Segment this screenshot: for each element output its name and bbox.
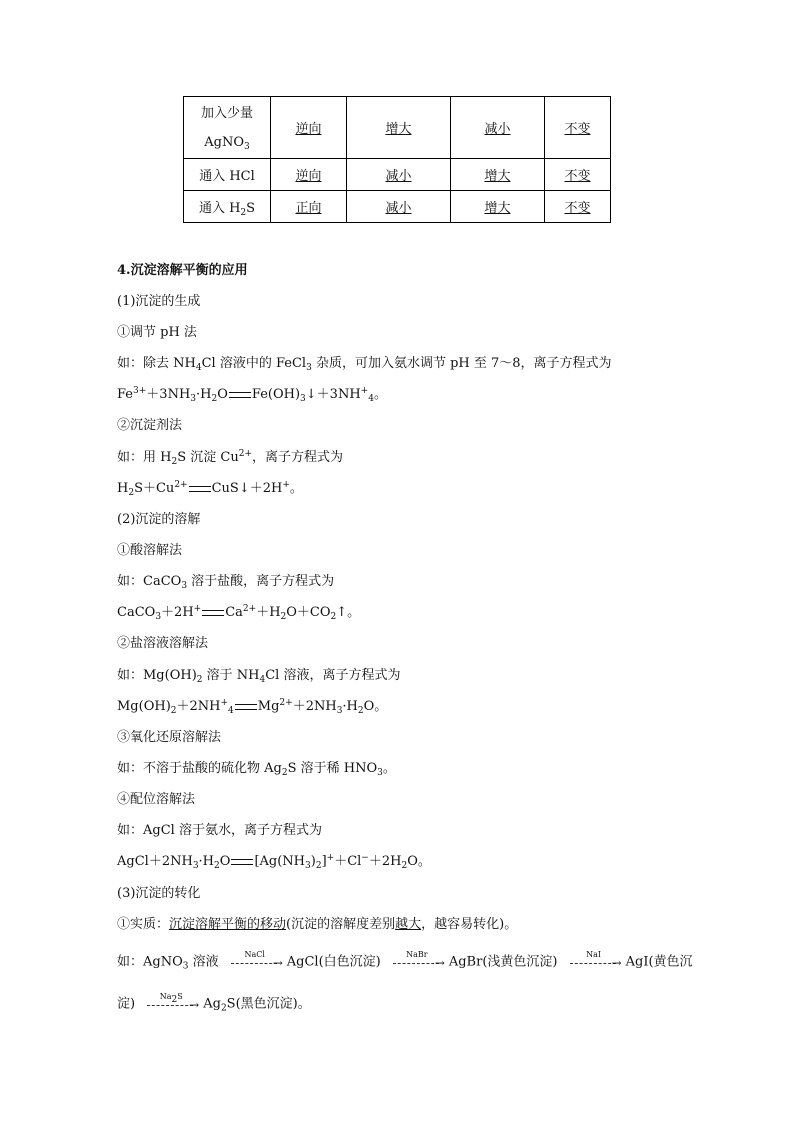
value-cell: 不变 xyxy=(545,159,611,191)
example-text: 如：$Mg(OH)_2$ 溶于 $NH_4Cl$ 溶液，离子方程式为 xyxy=(117,668,401,685)
ionic-equation: $Fe^{3+}+3NH_3\cdot H_2O$ $Fe(OH)_3↓+3NH^+_4$。 xyxy=(117,386,387,404)
ionic-equation: $AgCl+2NH_3\cdot H_2O$ $[Ag(NH_3)_2]^++Cl^-+2H_2O$。 xyxy=(117,853,431,871)
table-row xyxy=(184,97,611,159)
value-cell: 增大 xyxy=(451,159,545,191)
method-heading: ④配位溶解法 xyxy=(117,792,196,807)
table-row xyxy=(184,159,611,191)
condition-cell: 通入 $H_2S$ xyxy=(184,191,271,223)
method-heading: ③氧化还原溶解法 xyxy=(117,730,222,745)
example-text: 如：用 $H_2S$ 沉淀 $Cu^{2+}$，离子方程式为 xyxy=(117,449,344,467)
value-cell: 减小 xyxy=(451,97,545,159)
example-text: 如：CaCO$_3$ 溶于盐酸，离子方程式为 xyxy=(117,574,335,591)
ionic-equation: $Mg(OH)_2+2NH^+_4$ $Mg^{2+}+2NH_3\cdot H_2O$。 xyxy=(117,698,388,716)
ionic-equation: $H_2S+Cu^{2+}$ CuS↓＋2H+。 xyxy=(117,480,303,498)
value-cell: 减小 xyxy=(347,159,451,191)
method-heading: ①调节 pH 法 xyxy=(117,325,197,340)
subsection-heading: (3)沉淀的转化 xyxy=(117,886,201,901)
conversion-sequence: 如：AgNO$_3$ 溶液 NaCl → AgCl(白色沉淀) NaBr → AgBr(浅黄色沉淀) NaI → AgI(黄色沉 xyxy=(117,950,693,972)
table-row xyxy=(184,191,611,223)
example-text: 如：不溶于盐酸的硫化物 $Ag_2S$ 溶于稀 $HNO_3$。 xyxy=(117,761,396,778)
shift-cell: 正向 xyxy=(271,191,347,223)
value-cell: 减小 xyxy=(347,191,451,223)
method-heading: ②盐溶液溶解法 xyxy=(117,636,209,651)
equilibrium-table xyxy=(183,96,611,223)
method-heading: ②沉淀剂法 xyxy=(117,418,183,433)
condition-cell: 加入少量 AgNO$_3$ xyxy=(184,97,271,159)
value-cell: 不变 xyxy=(545,97,611,159)
subsection-heading: (2)沉淀的溶解 xyxy=(117,512,201,527)
ionic-equation: CaCO$_3$＋2H+ $Ca^{2+}+H_2O+CO_2↑$。 xyxy=(117,604,361,622)
value-cell: 增大 xyxy=(451,191,545,223)
section-heading: 4.沉淀溶解平衡的应用 xyxy=(117,263,248,278)
value-cell: 不变 xyxy=(545,191,611,223)
conversion-sequence-cont: 淀) $Na_2S$ → $Ag_2S$(黑色沉淀)。 xyxy=(117,992,311,1014)
condition-cell: 通入 HCl xyxy=(184,159,271,191)
essence-text: ①实质：沉淀溶解平衡的移动(沉淀的溶解度差别越大，越容易转化)。 xyxy=(117,917,518,932)
value-cell: 增大 xyxy=(347,97,451,159)
shift-cell: 逆向 xyxy=(271,97,347,159)
shift-cell: 逆向 xyxy=(271,159,347,191)
example-text: 如：AgCl 溶于氨水，离子方程式为 xyxy=(117,823,322,838)
method-heading: ①酸溶解法 xyxy=(117,543,183,558)
subsection-heading: (1)沉淀的生成 xyxy=(117,294,201,309)
example-text: 如：除去 $NH_4Cl$ 溶液中的 FeCl$_3$ 杂质，可加入氨水调节 pH 至 7～8，离子方程式为 xyxy=(117,356,612,373)
